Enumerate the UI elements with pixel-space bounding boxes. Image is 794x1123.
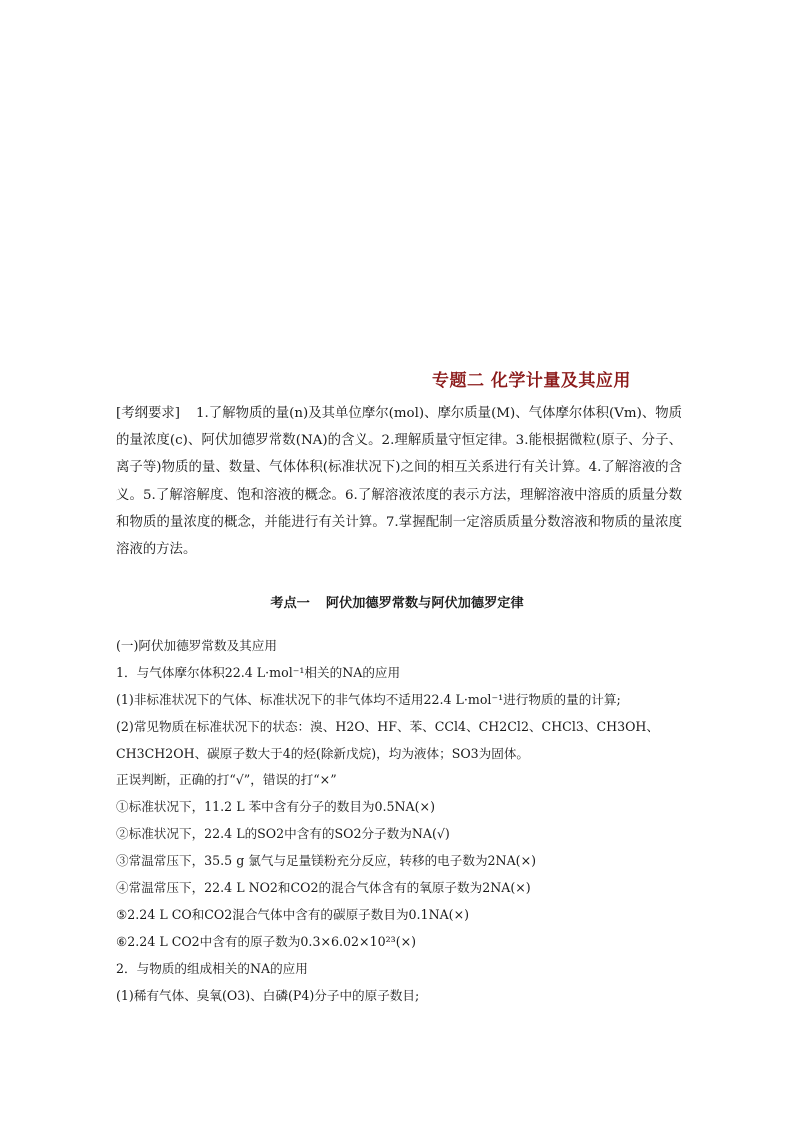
judgment-item: ②标准状况下，22.4 L的SO2中含有的SO2分子数为NA(√) [116, 826, 450, 842]
paragraph-line: (2)常见物质在标准状况下的状态：溴、H2O、HF、苯、CCl4、CH2Cl2、CHCl3、CH3OH、 [116, 718, 659, 734]
judgment-item: ⑥2.24 L CO2中含有的原子数为0.3×6.02×10²³(×) [116, 933, 417, 949]
judgment-item: ③常温常压下，35.5 g 氯气与足量镁粉充分反应，转移的电子数为2NA(×) [116, 853, 537, 869]
content-body [116, 633, 690, 1009]
requirements-text: 1.了解物质的量(n)及其单位摩尔(mol)、摩尔质量(M)、气体摩尔体积(Vm)、物质的量浓度(c)、阿伏加德罗常数(NA)的含义。2.理解质量守恒定律。3.能根据微粒(原子、分子、离子等)物质的量、数量、气体体积(标准状况下)之间的相互关系进行有关计算。4.了解溶液的含义。5.了解溶解度、饱和溶液的概念。6.了解溶液浓度的表示方法，理解溶液中溶质的质量分数和物质的量浓度的概念，并能进行有关计算。7.掌握配制一定溶质质量分数溶液和物质的量浓度溶液的方法。 [116, 406, 682, 558]
section-heading [0, 592, 794, 611]
requirements-label: [考纲要求] [116, 406, 181, 421]
paragraph-line: (1)非标准状况下的气体、标准状况下的非气体均不适用22.4 L·mol⁻¹进行物质的量的计算; [116, 691, 621, 707]
instruction-line: 正误判断，正确的打“√”，错误的打“×” [116, 772, 337, 788]
item-heading-1: 1．与气体摩尔体积22.4 L·mol⁻¹相关的NA的应用 [116, 664, 401, 680]
page-title: 专题二 化学计量及其应用 [432, 371, 631, 391]
paragraph-line: CH3CH2OH、碳原子数大于4的烃(除新戊烷)，均为液体；SO3为固体。 [116, 745, 530, 761]
item-heading-2: 2．与物质的组成相关的NA的应用 [116, 960, 308, 976]
exam-requirements [116, 400, 682, 563]
judgment-item: ①标准状况下，11.2 L 苯中含有分子的数目为0.5NA(×) [116, 799, 436, 815]
subsection-heading: (一)阿伏加德罗常数及其应用 [116, 638, 277, 653]
paragraph-line: (1)稀有气体、臭氧(O3)、白磷(P4)分子中的原子数目; [116, 987, 420, 1003]
judgment-item: ④常温常压下，22.4 L NO2和CO2的混合气体含有的氧原子数为2NA(×) [116, 880, 531, 896]
judgment-item: ⑤2.24 L CO和CO2混合气体中含有的碳原子数目为0.1NA(×) [116, 906, 470, 922]
section-title: 阿伏加德罗常数与阿伏加德罗定律 [325, 596, 524, 611]
section-label: 考点一 [270, 596, 310, 611]
